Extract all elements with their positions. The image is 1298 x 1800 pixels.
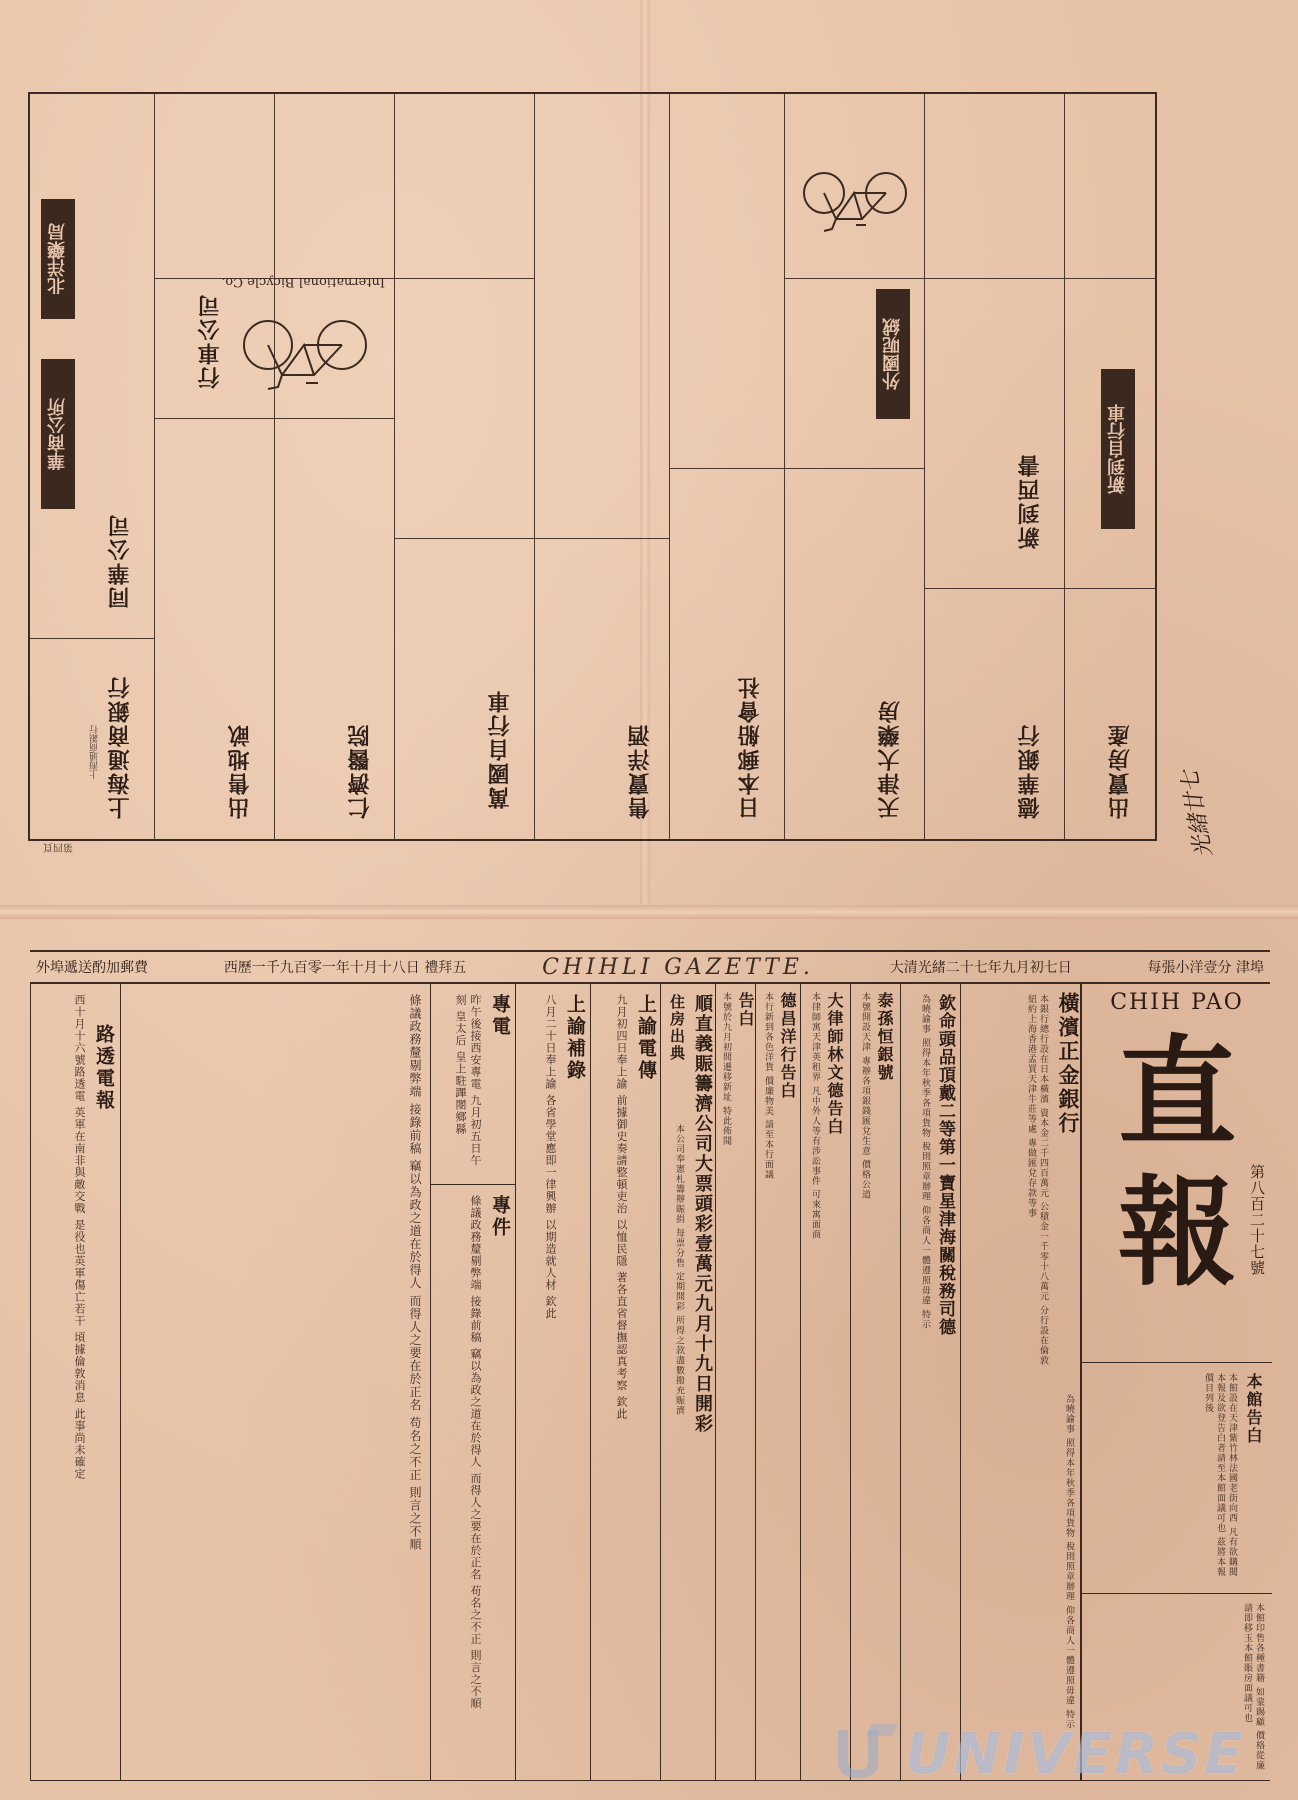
- bicycle-illustration: [240, 317, 370, 399]
- reuters-section: [30, 984, 121, 1780]
- special-item-heading: 專件: [489, 1195, 511, 1239]
- firm-ad: [715, 984, 756, 1780]
- divider: [1082, 1593, 1272, 1594]
- notice-text: 本館設在天津紫竹林法國老街向西 凡有欲購閱本報及欲登告白者請至本館面議可也 茲將本報價目列後: [1203, 1373, 1237, 1577]
- column-rule: [784, 94, 785, 839]
- bicycle-company-caption: International Bicycle Co.: [221, 274, 385, 289]
- column-rule: [394, 94, 395, 839]
- lottery-text: 本公司奉憲札籌辦賑捐 每票分售 定期開彩 所得之款盡數撥充賑濟: [674, 1124, 684, 1416]
- reuters-text: 西十月十六號路透電 英軍在南非與敵交戰 是役也英軍傷亡若干 頃據倫敦消息 此事尚未確定: [73, 994, 86, 1480]
- watermark-text: UNIVERSE: [905, 1722, 1246, 1787]
- issue-number: 第八百二十七號: [1248, 1164, 1266, 1276]
- column-rule: [274, 94, 275, 839]
- edict-heading: 欽命頭品頂戴二等第一寶星津海關稅務司德: [935, 994, 955, 1336]
- special-item-text: 條議政務釐剔弊端 接錄前稿 竊以為政之道在於得人 而得人之要在於正名 苟名之不正 則言之不順: [469, 1195, 482, 1710]
- watermark-logo-mark: [832, 1722, 902, 1784]
- reversed-ad-heading: 同華公司: [107, 513, 133, 609]
- column-rule: [534, 94, 535, 839]
- firm-ad: [800, 984, 851, 1780]
- reversed-ad-heading: 萬國自行車: [487, 689, 513, 809]
- bank-ad-text: 本銀行總行設在日本橫濱 資本金二千四百萬元 公積金一千零十八萬元 分行設在倫敦紐約上海香港孟買天津牛莊等處 專做匯兌存款等事: [1026, 994, 1048, 1366]
- masthead-char-zhi: 直: [1117, 1023, 1236, 1162]
- firm-ad-heading: 泰孫恒銀號: [875, 992, 894, 1082]
- reversed-ad-heading: 上海通商銀行: [107, 675, 133, 819]
- edict-continued: [960, 1384, 1081, 1780]
- reversed-page-four: [28, 92, 1157, 841]
- row-rule: [395, 538, 670, 539]
- row-rule: [925, 588, 1155, 589]
- firm-ad-heading: 大律師林文德告白: [825, 992, 844, 1136]
- bank-ad: [960, 984, 1081, 1384]
- lottery-ad: [660, 984, 716, 1780]
- page-label: 第四頁: [43, 841, 73, 852]
- dateline-chinese-date: 大清光緒二十七年九月初七日: [889, 960, 1072, 976]
- dateline-bar: [30, 950, 1270, 984]
- firm-ad: [850, 984, 901, 1780]
- masthead-char-bao: 報: [1117, 1163, 1236, 1302]
- reversed-ad-heading: 德華銀行: [1017, 723, 1043, 819]
- masthead-roman-title: CHIH PAO: [1110, 990, 1244, 1015]
- english-title: CHIHLI GAZETTE.: [542, 954, 814, 980]
- column-rule: [1064, 94, 1065, 839]
- horizontal-fold-crease: [0, 905, 1298, 919]
- reversed-ad-heading: 日本郵船會社: [737, 675, 763, 819]
- reversed-ad-heading: 出售地畝: [227, 723, 253, 819]
- bank-ad-heading: 橫濱正金銀行: [1056, 992, 1081, 1136]
- reversed-ad-heading: 售賣洋酒: [627, 723, 653, 819]
- dateline-far-right: 外埠遞送酌加郵費: [36, 960, 148, 976]
- row-rule: [155, 418, 395, 419]
- reversed-ad-heading: 天津大藥房: [877, 699, 903, 819]
- reversed-ad-heading: 仁濟醫院: [347, 723, 373, 819]
- notice-heading: 本館告白: [1244, 1373, 1263, 1445]
- dateline-price: 每張小洋壹分 津埠: [1147, 960, 1264, 976]
- notices-column: [1080, 1362, 1272, 1781]
- reversed-ad-body: 上海通商銀行: [90, 725, 100, 779]
- special-item-section: [430, 1184, 516, 1781]
- row-rule: [785, 278, 1155, 279]
- reversed-banner: 新到自行車: [1101, 369, 1135, 529]
- edict-text: 為曉諭事 照得本年秋季各項貨物 稅則照章辦理 仰各商人一體遵照毋違 特示: [920, 994, 930, 1330]
- dispatch-heading: 專電: [489, 994, 511, 1038]
- lottery-heading: 順直義賑籌濟公司大票頭彩壹萬元九月十九日開彩: [692, 994, 713, 1434]
- handwritten-note: 光緒廿七: [1177, 768, 1218, 860]
- customs-edict: [900, 984, 961, 1780]
- dateline-western-date: 西歷一千九百零一年十月十八日 禮拜五: [223, 960, 467, 976]
- telegram-text: 九月初四日奉上諭 前據御史奏請整頓吏治 以恤民隱 著各直省督撫認真考察 欽此: [615, 994, 628, 1420]
- column-rule: [924, 94, 925, 839]
- reversed-ad-heading: 出賣房產: [1107, 723, 1133, 819]
- firm-ad-text: 本號開設天津 專辦各項銀錢匯兌生意 價格公道: [860, 992, 870, 1200]
- bicycle-illustration: [800, 169, 910, 239]
- reuters-heading: 路透電報: [93, 1024, 115, 1112]
- reversed-ad-heading: 行車公司: [197, 293, 223, 389]
- firm-ad: [755, 984, 801, 1780]
- telegram-heading: 上諭電傳: [635, 994, 657, 1082]
- reversed-ad-heading: 新到西書: [1017, 453, 1043, 549]
- telegram-section: [590, 984, 661, 1780]
- notice-text: 本館印售各種書籍 如蒙賜顧 價格從廉 請即移玉本館賬房面議可也: [1242, 1603, 1264, 1771]
- column-rule: [669, 94, 670, 839]
- firm-ad-text: 本號於九月初間遷移新址 特此佈聞: [721, 992, 731, 1146]
- edict-continued-text: 為曉諭事 照得本年秋季各項貨物 稅則照章辦理 仰各商人一體遵照毋違 特示: [1064, 1394, 1074, 1730]
- firm-ad-text: 本律師寓天津英租界 凡中外人等有涉訟事件 可來寓面商: [810, 992, 820, 1240]
- reversed-banner: 華商公所: [41, 359, 75, 509]
- column-rule: [154, 94, 155, 839]
- dispatch-section: [430, 984, 516, 1184]
- reversed-banner: 外國呢絨: [876, 289, 910, 419]
- firm-ad-heading: 德昌洋行告白: [778, 992, 797, 1100]
- addenda-text: 八月二十日奉上諭 各省學堂應即一律興辦 以期造就人材 欽此: [544, 994, 557, 1320]
- firm-ad-text: 本行新到各色洋貨 價廉物美 請至本行面議: [763, 992, 773, 1180]
- masthead: [1080, 984, 1272, 1362]
- reversed-banner: 北洋藥局: [41, 199, 75, 319]
- row-rule: [670, 468, 925, 469]
- addenda-section: [515, 984, 591, 1780]
- memorial-text: 條議政務釐剔弊端 接錄前稿 竊以為政之道在於得人 而得人之要在於正名 苟名之不正 則言之不順: [408, 994, 422, 1552]
- addenda-heading: 上諭補錄: [564, 994, 586, 1082]
- dispatch-text: 昨午後接西安專電 九月初五日午刻 皇太后 皇上駐蹕閿鄉縣: [454, 994, 482, 1167]
- lottery-subheading: 住房出典: [668, 994, 686, 1062]
- memorial-section: [120, 984, 431, 1780]
- row-rule: [30, 638, 155, 639]
- firm-ad-heading: 告白: [736, 992, 755, 1028]
